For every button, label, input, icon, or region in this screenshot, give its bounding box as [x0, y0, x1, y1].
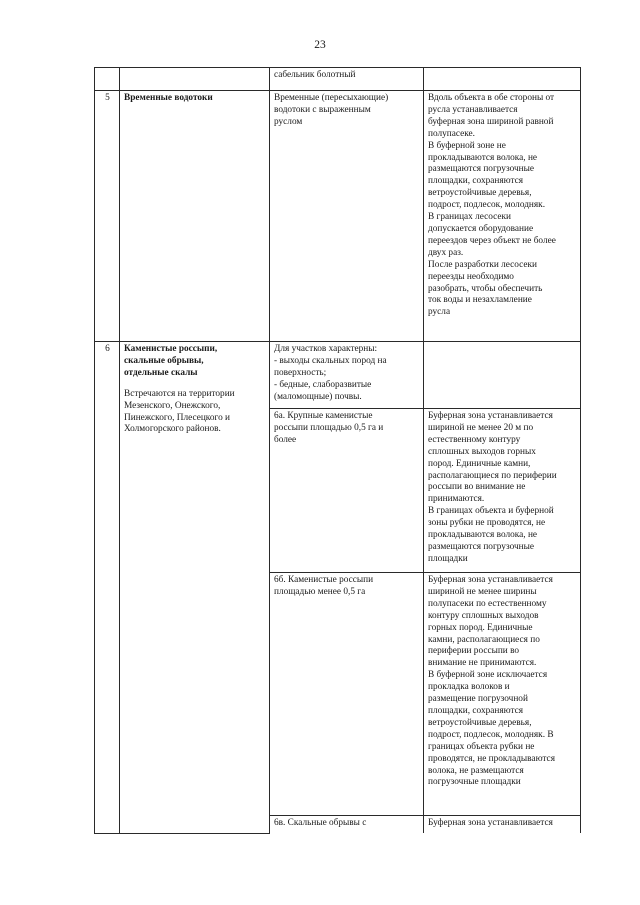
text-line: площадки, сохраняются	[428, 705, 524, 716]
text-line: Буферная зона устанавливается	[428, 411, 553, 421]
text-line: После разработки лесосеки	[428, 259, 538, 270]
text-line: зоны рубки не проводятся, не	[428, 518, 546, 529]
object-name	[124, 344, 266, 380]
text-line: ветроустойчивые деревья,	[428, 717, 532, 728]
text-line: сабельник болотный	[274, 70, 356, 80]
text-line: буферная зона шириной равной	[428, 116, 554, 127]
text-line: переезды необходимо	[428, 271, 514, 282]
cell-num	[95, 68, 120, 91]
text-line: водотоки с выраженным	[274, 104, 371, 115]
text-line: принимаются.	[428, 494, 485, 505]
row-number: 5	[95, 91, 120, 342]
text-line: камни, располагающиеся по	[428, 634, 540, 645]
document-table	[94, 67, 581, 834]
text-line: площадки, сохраняются	[428, 176, 524, 187]
cell-type	[270, 68, 424, 91]
object-type-6a	[270, 409, 424, 573]
text-line: прокладываются волока, не	[428, 530, 538, 541]
text-line: внимание не принимаются.	[428, 658, 537, 669]
text-line: В границах объекта и буферной	[428, 506, 554, 517]
protection-measures-6b	[424, 573, 581, 816]
text-line: горных пород. Единичные	[428, 622, 533, 633]
text-line: более	[274, 434, 297, 445]
text-line: отдельные скалы	[124, 367, 198, 378]
cell-name	[120, 68, 270, 91]
text-line: полупасеки по естественному	[428, 598, 547, 609]
text-line: площадки	[428, 553, 468, 564]
text-line: Встречаются на территории	[124, 388, 235, 399]
text-line: разобрать, чтобы обеспечить	[428, 283, 543, 294]
text-line: Мезенского, Онежского,	[124, 400, 221, 411]
table-row-5	[95, 91, 581, 342]
text-line: скальные обрывы,	[124, 355, 204, 366]
protection-measures-6c	[424, 816, 581, 834]
text-line: проводятся, не прокладываются	[428, 753, 555, 764]
text-line: - выходы скальных пород на	[274, 355, 387, 366]
text-line: - бедные, слаборазвитые	[274, 379, 372, 390]
text-line: допускается оборудование	[428, 223, 534, 234]
text-line: размещение погрузочной	[428, 694, 528, 705]
page-number: 23	[314, 39, 326, 51]
text-line: периферии россыпи во	[428, 646, 520, 657]
text-line: полупасеке.	[428, 128, 475, 139]
text-line: 6б. Каменистые россыпи	[274, 575, 374, 585]
text-line: В буферной зоне не	[428, 140, 506, 151]
text-line: шириной не менее 20 м по	[428, 422, 534, 433]
text-line: подрост, подлесок, молодняк. В	[428, 729, 554, 740]
text-line: погрузочные площадки	[428, 777, 521, 788]
text-line: двух раз.	[428, 247, 464, 258]
text-line: переездов через объект не более	[428, 235, 556, 246]
text-line: ветроустойчивые деревья,	[428, 188, 532, 199]
text-line: располагающиеся по периферии	[428, 470, 557, 481]
text-line: Буферная зона устанавливается	[428, 818, 553, 828]
text-line: прокладываются волока, не	[428, 152, 538, 163]
table-row-continuation	[95, 68, 581, 91]
text-line: русла устанавливается	[428, 104, 518, 115]
text-line: пород. Единичные камни,	[428, 458, 531, 469]
text-line: поверхность;	[274, 367, 327, 378]
text-line: площадью менее 0,5 га	[274, 586, 366, 597]
text-line: Временные водотоки	[124, 93, 213, 103]
text-line: 6в. Скальные обрывы с	[274, 818, 367, 828]
table-row-6	[95, 342, 581, 409]
protection-measures	[424, 91, 581, 342]
text-line: 6а. Крупные каменистые	[274, 411, 373, 421]
object-name	[120, 91, 270, 342]
row-number: 6	[95, 342, 120, 834]
protection-measures-empty	[424, 342, 581, 409]
text-line: Вдоль объекта в обе стороны от	[428, 93, 555, 103]
object-name-cell	[120, 342, 270, 834]
text-line: подрост, подлесок, молодняк.	[428, 200, 546, 211]
text-line: В границах лесосеки	[428, 212, 512, 223]
object-type	[270, 91, 424, 342]
text-line: Каменистые россыпи,	[124, 344, 218, 354]
text-line: русла	[428, 307, 451, 318]
text-line: россыпи во внимание не	[428, 482, 526, 493]
text-line: размещаются погрузочные	[428, 541, 534, 552]
text-line: прокладка волоков и	[428, 682, 510, 693]
text-line: Пинежского, Плесецкого и	[124, 412, 231, 423]
object-type-6b	[270, 573, 424, 816]
object-type-general	[270, 342, 424, 409]
text-line: (маломощные) почвы.	[274, 391, 362, 402]
protection-measures-6a	[424, 409, 581, 573]
text-line: В буферной зоне исключается	[428, 670, 548, 681]
cell-measures	[424, 68, 581, 91]
text-line: Для участков характерны:	[274, 344, 378, 354]
text-line: ток воды и незахламление	[428, 295, 532, 306]
text-line: сплошных выходов горных	[428, 446, 536, 457]
text-line: Холмогорского районов.	[124, 424, 221, 435]
text-line: руслом	[274, 116, 303, 127]
text-line: размещаются погрузочные	[428, 164, 534, 175]
text-line: Временные (пересыхающие)	[274, 93, 389, 103]
text-line: россыпи площадью 0,5 га и	[274, 422, 384, 433]
text-line: Буферная зона устанавливается	[428, 575, 553, 585]
text-line: контуру сплошных выходов	[428, 610, 539, 621]
text-line: волока, не размещаются	[428, 765, 524, 776]
object-type-6c	[270, 816, 424, 834]
text-line: естественному контуру	[428, 434, 521, 445]
object-occurrence	[124, 389, 266, 437]
text-line: границах объекта рубки не	[428, 741, 535, 752]
text-line: шириной не менее ширины	[428, 586, 537, 597]
